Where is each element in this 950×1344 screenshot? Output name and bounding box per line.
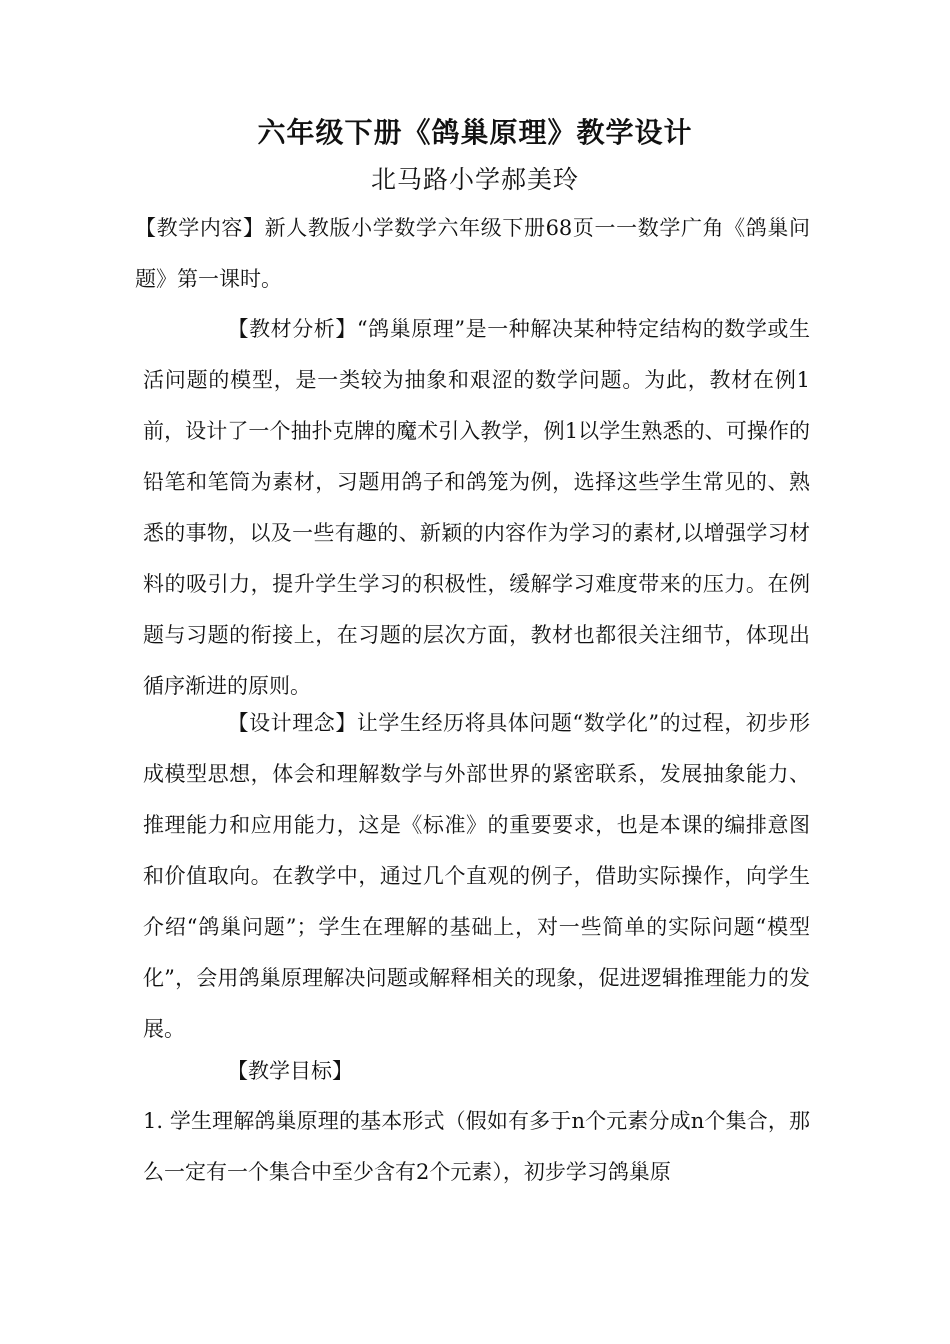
list-item-text: 1. 学生理解鸽巢原理的基本形式（假如有多于n个元素分成n个集合，那么一定有一个集合中至少含有2个元素），初步学习鸽巢原 xyxy=(143,1109,810,1184)
paragraph-text: 【教材分析】“鸽巢原理”是一种解决某种特定结构的数学或生活问题的模型，是一类较为抽象和艰涩的数学问题。为此，教材在例1前，设计了一个抽扑克牌的魔术引入教学，例1以学生熟悉的、可操作的铅笔和笔筒为素材，习题用鸽子和鸽笼为例，选择这些学生常见的、熟悉的事物，以及一些有趣的、新颖的内容作为学习的素材,以增强学习材料的吸引力，提升学生学习的积极性，缓解学习难度带来的压力。在例题与习题的衔接上，在习题的层次方面，教材也都很关注细节，体现出循序渐进的原则。 xyxy=(143,317,810,698)
list-item-goal-1 xyxy=(143,1096,810,1198)
paragraph-text: 【教学内容】新人教版小学数学六年级下册68页一一数学广角《鸽巢问题》第一课时。 xyxy=(135,216,810,291)
paragraph-teaching-content xyxy=(135,203,810,305)
heading-text: 【教学目标】 xyxy=(227,1059,353,1083)
paragraph-textbook-analysis xyxy=(143,304,810,712)
document-author: 北马路小学郝美玲 xyxy=(370,165,579,194)
document-title: 六年级下册《鸽巢原理》教学设计 xyxy=(257,116,693,149)
paragraph-text: 【设计理念】让学生经历将具体问题“数学化”的过程，初步形成模型思想，体会和理解数学与外部世界的紧密联系，发展抽象能力、推理能力和应用能力，这是《标准》的重要要求，也是本课的编排意图和价值取向。在教学中，通过几个直观的例子，借助实际操作，向学生介绍“鸽巢问题”；学生在理解的基础上，对一些简单的实际问题“模型化”，会用鸽巢原理解决问题或解释相关的现象，促进逻辑推理能力的发展。 xyxy=(143,711,810,1041)
heading-teaching-goals xyxy=(143,1046,810,1097)
paragraph-design-concept xyxy=(143,698,810,1055)
